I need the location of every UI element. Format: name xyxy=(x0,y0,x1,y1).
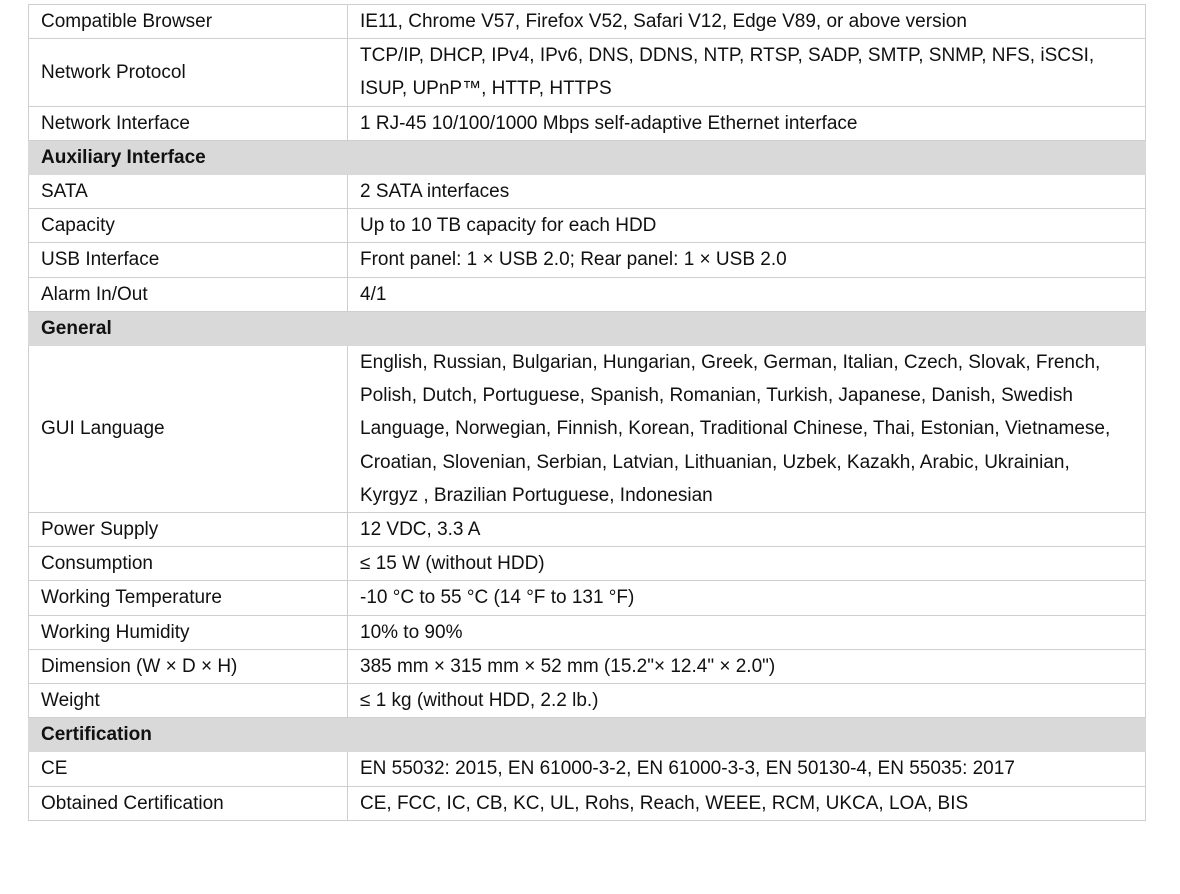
spec-row xyxy=(29,209,1146,243)
spec-label: CE xyxy=(29,752,348,786)
spec-value: Front panel: 1 × USB 2.0; Rear panel: 1 × USB 2.0 xyxy=(348,243,1146,277)
spec-row xyxy=(29,39,1146,106)
section-header-row xyxy=(29,140,1146,174)
spec-label: Compatible Browser xyxy=(29,5,348,39)
spec-row xyxy=(29,243,1146,277)
spec-value: Up to 10 TB capacity for each HDD xyxy=(348,209,1146,243)
spec-value: 385 mm × 315 mm × 52 mm (15.2"× 12.4" × 2.0") xyxy=(348,649,1146,683)
spec-label: Consumption xyxy=(29,547,348,581)
section-header: General xyxy=(29,311,1146,345)
spec-value: English, Russian, Bulgarian, Hungarian, Greek, German, Italian, Czech, Slovak, French, Polish, Dutch, Portuguese, Spanish, Romanian, Turkish, Japanese, Danish, Swedish Language, Norwegian, Finnish, Korean, Traditional Chinese, Thai, Estonian, Vietnamese, Croatian, Slovenian, Serbian, Latvian, Lithuanian, Uzbek, Kazakh, Arabic, Ukrainian, Kyrgyz , Brazilian Portuguese, Indonesian xyxy=(348,346,1146,513)
spec-label: Dimension (W × D × H) xyxy=(29,649,348,683)
spec-value: TCP/IP, DHCP, IPv4, IPv6, DNS, DDNS, NTP, RTSP, SADP, SMTP, SNMP, NFS, iSCSI, ISUP, UPnP™, HTTP, HTTPS xyxy=(348,39,1146,106)
spec-value: ≤ 15 W (without HDD) xyxy=(348,547,1146,581)
section-header: Auxiliary Interface xyxy=(29,140,1146,174)
spec-label: Working Humidity xyxy=(29,615,348,649)
spec-row xyxy=(29,786,1146,820)
spec-table xyxy=(28,4,1146,821)
spec-label: Alarm In/Out xyxy=(29,277,348,311)
spec-value: CE, FCC, IC, CB, KC, UL, Rohs, Reach, WEEE, RCM, UKCA, LOA, BIS xyxy=(348,786,1146,820)
spec-row xyxy=(29,277,1146,311)
spec-table-body xyxy=(29,5,1146,821)
spec-row xyxy=(29,752,1146,786)
spec-label: Network Interface xyxy=(29,106,348,140)
spec-row xyxy=(29,581,1146,615)
spec-value: IE11, Chrome V57, Firefox V52, Safari V12, Edge V89, or above version xyxy=(348,5,1146,39)
spec-value: -10 °C to 55 °C (14 °F to 131 °F) xyxy=(348,581,1146,615)
spec-row xyxy=(29,175,1146,209)
section-header: Certification xyxy=(29,718,1146,752)
spec-value: 12 VDC, 3.3 A xyxy=(348,513,1146,547)
spec-row xyxy=(29,615,1146,649)
spec-value: EN 55032: 2015, EN 61000-3-2, EN 61000-3-3, EN 50130-4, EN 55035: 2017 xyxy=(348,752,1146,786)
spec-value: ≤ 1 kg (without HDD, 2.2 lb.) xyxy=(348,684,1146,718)
spec-label: USB Interface xyxy=(29,243,348,277)
spec-value: 4/1 xyxy=(348,277,1146,311)
section-header-row xyxy=(29,311,1146,345)
spec-row xyxy=(29,649,1146,683)
spec-label: Working Temperature xyxy=(29,581,348,615)
spec-row xyxy=(29,513,1146,547)
spec-label: Obtained Certification xyxy=(29,786,348,820)
spec-label: SATA xyxy=(29,175,348,209)
spec-label: Network Protocol xyxy=(29,39,348,106)
spec-row xyxy=(29,106,1146,140)
spec-label: Power Supply xyxy=(29,513,348,547)
spec-row xyxy=(29,684,1146,718)
spec-label: Weight xyxy=(29,684,348,718)
spec-value: 1 RJ-45 10/100/1000 Mbps self-adaptive Ethernet interface xyxy=(348,106,1146,140)
spec-value: 10% to 90% xyxy=(348,615,1146,649)
section-header-row xyxy=(29,718,1146,752)
spec-value: 2 SATA interfaces xyxy=(348,175,1146,209)
spec-row xyxy=(29,547,1146,581)
spec-label: Capacity xyxy=(29,209,348,243)
spec-row xyxy=(29,346,1146,513)
spec-label: GUI Language xyxy=(29,346,348,513)
spec-row xyxy=(29,5,1146,39)
